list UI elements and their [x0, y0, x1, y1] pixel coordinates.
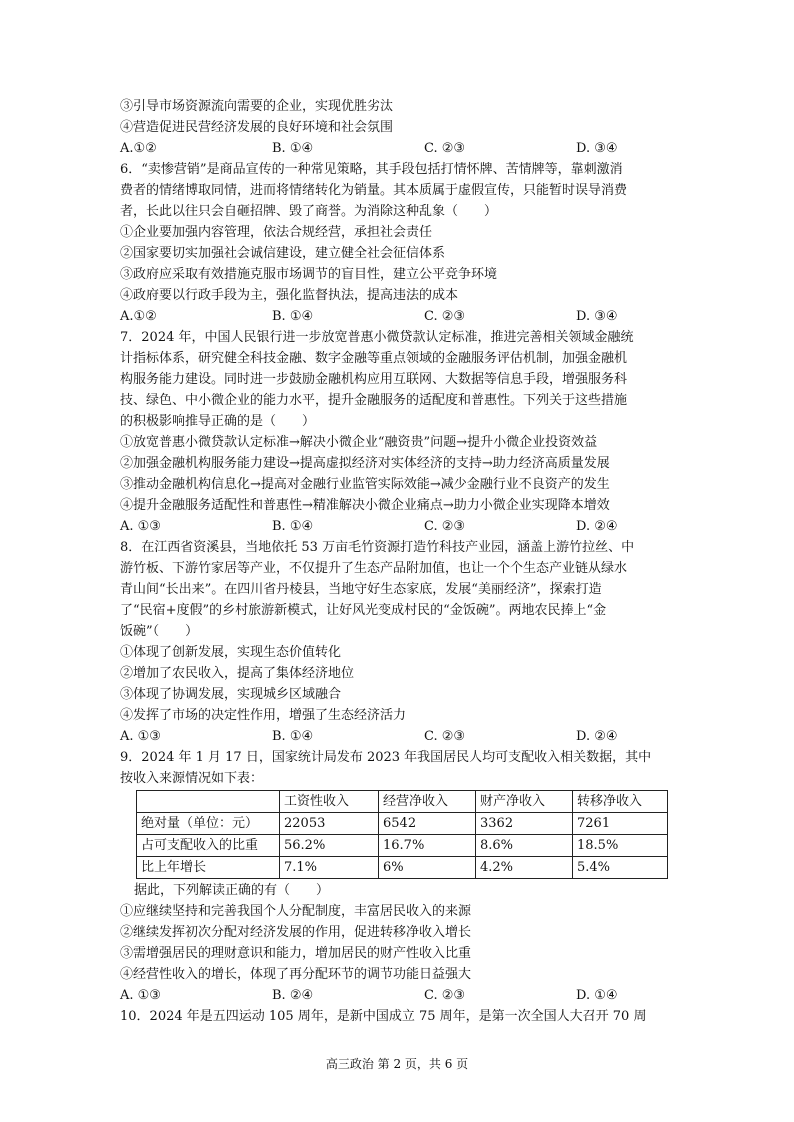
table-header-row: [137, 791, 668, 813]
stem-line: 计指标体系，研究健全科技金融、数字金融等重点领域的金融服务评估机制，加强金融机: [120, 351, 628, 366]
answer-choices: [120, 138, 680, 159]
choice-a: A. ①③: [120, 729, 161, 744]
option-line: ②国家要切实加强社会诚信建设，建立健全社会征信体系: [120, 246, 446, 261]
answer-choices: [120, 985, 680, 1006]
question-10-stem: 10．2024 年是五四运动 105 周年，是新中国成立 75 周年，是第一次全国人大召开 70 周: [120, 1009, 647, 1024]
option-line: ③政府应采取有效措施克服市场调节的盲目性，建立公平竞争环境: [120, 267, 498, 282]
choice-b: B. ①④: [272, 519, 314, 534]
table-header-cell: 财产净收入: [476, 791, 573, 813]
option-line: ②增加了农民收入，提高了集体经济地位: [120, 666, 355, 681]
choice-a: A. ①③: [120, 988, 161, 1003]
choice-c: C. ②③: [424, 519, 466, 534]
option-line: ④经营性收入的增长，体现了再分配环节的调节功能日益强大: [120, 967, 472, 982]
table-row: [137, 857, 668, 879]
table-cell: 5.4%: [573, 857, 668, 879]
choice-a: A. ①③: [120, 519, 161, 534]
choice-c: C. ②③: [424, 988, 466, 1003]
choice-d: D. ②④: [576, 729, 618, 744]
stem-line: 按收入来源情况如下表：: [120, 771, 264, 786]
table-cell: 6%: [379, 857, 476, 879]
answer-choices: [120, 726, 680, 747]
table-cell: 18.5%: [573, 835, 668, 857]
stem-line: 者，长此以往只会自砸招牌、毁了商誉。为消除这种乱象（ ）: [120, 204, 498, 219]
option-line: ③引导市场资源流向需要的企业，实现优胜劣汰: [120, 99, 394, 114]
stem-line: 了“民宿+度假”的乡村旅游新模式，让好风光变成村民的“金饭碗”。两地农民捧上“金: [120, 603, 607, 618]
option-line: ④政府要以行政手段为主，强化监督执法，提高违法的成本: [120, 288, 459, 303]
choice-a: A.①②: [120, 309, 157, 324]
table-cell: 7261: [573, 813, 668, 835]
table-cell: 4.2%: [476, 857, 573, 879]
stem-line: 7．2024 年，中国人民银行进一步放宽普惠小微贷款认定标准，推进完善相关领域金融统: [120, 330, 634, 345]
option-line: ③需增强居民的理财意识和能力，增加居民的财产性收入比重: [120, 946, 472, 961]
question-9-stem: [120, 747, 680, 789]
stem-line: 费者的情绪博取同情，进而将情绪转化为销量。其本质属于虚假宣传，只能暂时误导消费: [120, 183, 628, 198]
stem-line: 8．在江西省资溪县，当地依托 53 万亩毛竹资源打造竹科技产业园，涵盖上游竹拉丝、中: [120, 540, 635, 555]
table-cell: 7.1%: [280, 857, 379, 879]
table-cell: 8.6%: [476, 835, 573, 857]
choice-c: C. ②③: [424, 141, 466, 156]
choice-b: B. ①④: [272, 141, 314, 156]
option-line: ③推动金融机构信息化→提高对金融行业监管实际效能→减少金融行业不良资产的发生: [120, 477, 610, 492]
option-line: ①企业要加强内容管理，依法合规经营，承担社会责任: [120, 225, 433, 240]
table-header-cell: 经营净收入: [379, 791, 476, 813]
choice-c: C. ②③: [424, 309, 466, 324]
stem-line: 饭碗”（ ）: [120, 624, 199, 639]
answer-choices: [120, 516, 680, 537]
choice-d: D. ①④: [576, 988, 618, 1003]
option-line: ①应继续坚持和完善我国个人分配制度，丰富居民收入的来源: [120, 904, 472, 919]
choice-a: A.①②: [120, 141, 157, 156]
option-line: ②加强金融机构服务能力建设→提高虚拟经济对实体经济的支持→助力经济高质量发展: [120, 456, 610, 471]
option-line: ①体现了创新发展，实现生态价值转化: [120, 645, 342, 660]
table-cell: 22053: [280, 813, 379, 835]
choice-d: D. ②④: [576, 519, 618, 534]
question-6-stem: [120, 159, 680, 222]
question-9-prompt: 据此，下列解读正确的有（ ）: [134, 883, 330, 898]
page-footer: 高三政治 第 2 页，共 6 页: [325, 1057, 469, 1071]
table-cell: 16.7%: [379, 835, 476, 857]
table-header-cell: [137, 791, 280, 813]
option-line: ③体现了协调发展，实现城乡区域融合: [120, 687, 342, 702]
stem-line: 青山间“长出来”。在四川省丹棱县，当地守好生态家底，发展“美丽经济”，探索打造: [120, 582, 602, 597]
stem-line: 游竹板、下游竹家居等产业，不仅提升了生态产品附加值，也让一个个生态产业链从绿水: [120, 561, 628, 576]
table-header-cell: 工资性收入: [280, 791, 379, 813]
table-cell: 比上年增长: [137, 857, 280, 879]
option-line: ④发挥了市场的决定性作用，增强了生态经济活力: [120, 708, 407, 723]
option-line: ④营造促进民营经济发展的良好环境和社会氛围: [120, 120, 394, 135]
option-line: ④提升金融服务适配性和普惠性→精准解决小微企业痛点→助力小微企业实现降本增效: [120, 498, 610, 513]
question-7-stem: [120, 327, 680, 432]
answer-choices: [120, 306, 680, 327]
option-line: ②继续发挥初次分配对经济发展的作用，促进转移净收入增长: [120, 925, 472, 940]
choice-b: B. ②④: [272, 988, 314, 1003]
stem-line: 技、绿色、中小微企业的能力水平，提升金融服务的适配度和普惠性。下列关于这些措施: [120, 393, 628, 408]
table-header-cell: 转移净收入: [573, 791, 668, 813]
choice-c: C. ②③: [424, 729, 466, 744]
table-cell: 绝对量（单位：元）: [137, 813, 280, 835]
table-cell: 6542: [379, 813, 476, 835]
choice-d: D. ③④: [576, 141, 618, 156]
exam-content: [120, 96, 680, 1027]
choice-b: B. ①④: [272, 729, 314, 744]
option-line: ①放宽普惠小微贷款认定标准→解决小微企业“融资贵”问题→提升小微企业投资效益: [120, 435, 598, 450]
stem-line: 构服务能力建设。同时进一步鼓励金融机构应用互联网、大数据等信息手段，增强服务科: [120, 372, 628, 387]
table-cell: 56.2%: [280, 835, 379, 857]
table-row: [137, 813, 668, 835]
stem-line: 9．2024 年 1 月 17 日，国家统计局发布 2023 年我国居民人均可支配收入相关数据，其中: [120, 750, 652, 765]
income-table: [136, 790, 668, 879]
table-cell: 占可支配收入的比重: [137, 835, 280, 857]
stem-line: 6．“卖惨营销”是商品宣传的一种常见策略，其手段包括打情怀牌、苦情牌等，靠刺激消: [120, 162, 623, 177]
stem-line: 的积极影响推导正确的是（ ）: [120, 414, 316, 429]
question-8-stem: [120, 537, 680, 642]
table-row: [137, 835, 668, 857]
choice-b: B. ①④: [272, 309, 314, 324]
table-cell: 3362: [476, 813, 573, 835]
choice-d: D. ③④: [576, 309, 618, 324]
